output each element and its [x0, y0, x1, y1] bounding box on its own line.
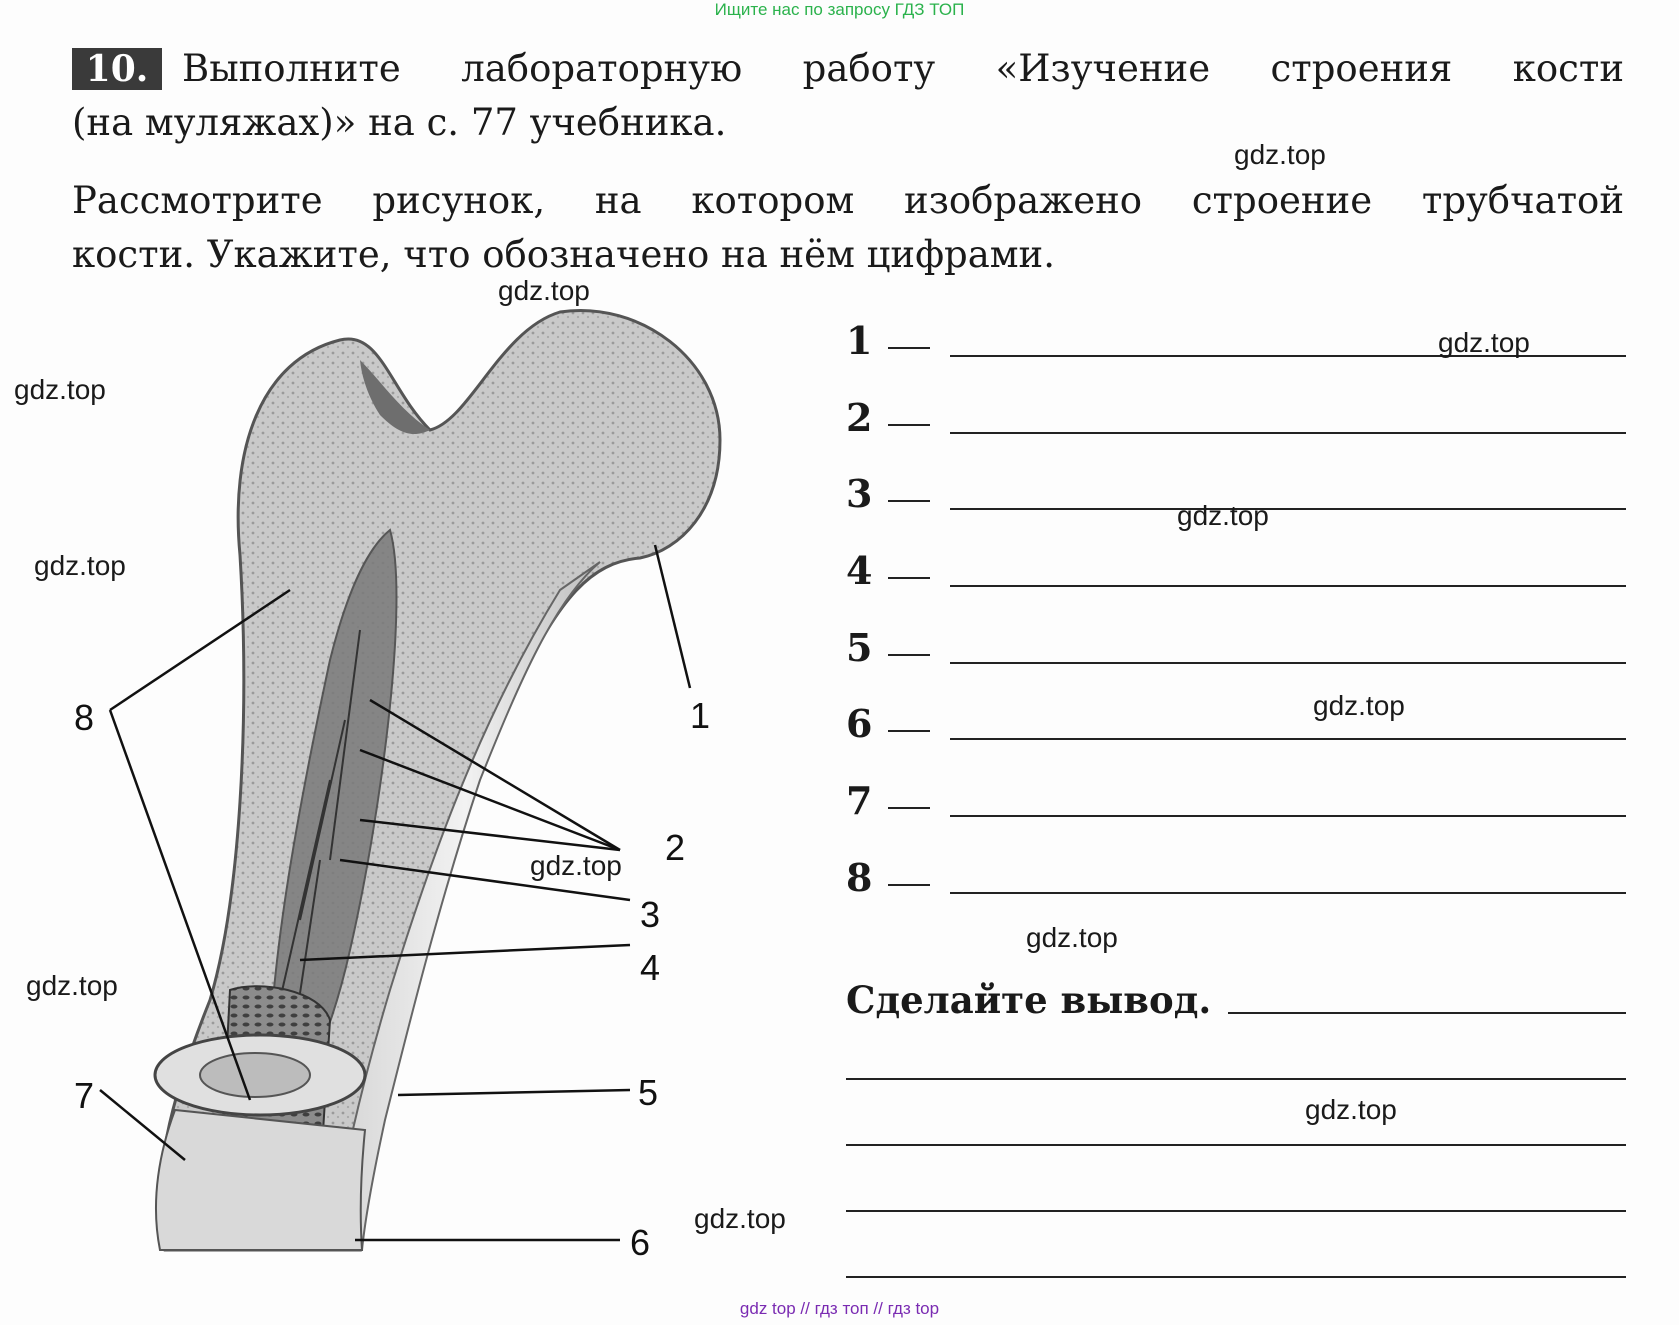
watermark: gdz.top: [1177, 500, 1269, 531]
task-text-line-2: (на муляжах)» на с. 77 учебника.: [72, 101, 727, 144]
figure-label-7: 7: [74, 1075, 95, 1116]
task-text-line-4: кости. Укажите, что обозначено на нём цифрами.: [72, 233, 1055, 276]
conclusion-label: Сделайте вывод.: [846, 978, 1212, 1022]
figure-label-2: 2: [665, 827, 686, 868]
watermark: gdz.top: [1313, 690, 1405, 721]
bottom-links[interactable]: gdz top // гдз топ // гдз top: [739, 1299, 940, 1318]
answer-row-4: 4: [846, 545, 1626, 595]
watermark: gdz.top: [26, 970, 118, 1001]
answer-row-7: 7: [846, 775, 1626, 825]
watermark: gdz.top: [694, 1203, 786, 1234]
answer-input-line-3[interactable]: [950, 508, 1626, 510]
watermark: gdz.top: [14, 374, 106, 405]
watermark: gdz.top: [1234, 139, 1326, 170]
answer-input-line-4[interactable]: [950, 585, 1626, 587]
task-number-badge: 10.: [72, 48, 162, 90]
task-text-line-1: Выполните лабораторную работу «Изучение строения кости: [182, 47, 1624, 90]
tubular-bone-figure: [0, 300, 830, 1280]
figure-label-4: 4: [640, 947, 661, 988]
figure-label-5: 5: [638, 1072, 659, 1113]
answer-input-line-7[interactable]: [950, 815, 1626, 817]
top-search-link[interactable]: Ищите нас по запросу ГДЗ ТОП: [714, 0, 965, 19]
watermark: gdz.top: [1438, 327, 1530, 358]
figure-label-1: 1: [690, 695, 711, 736]
conclusion-line-3[interactable]: [846, 1144, 1626, 1146]
figure-label-6: 6: [630, 1222, 651, 1263]
answer-row-1: 1: [846, 315, 1626, 365]
figure-label-8: 8: [74, 697, 95, 738]
watermark: gdz.top: [530, 850, 622, 881]
watermark: gdz.top: [1305, 1094, 1397, 1125]
answer-row-3: 3: [846, 468, 1626, 518]
answer-input-line-8[interactable]: [950, 892, 1626, 894]
answer-input-line-2[interactable]: [950, 432, 1626, 434]
conclusion-line-5[interactable]: [846, 1276, 1626, 1278]
answer-input-line-5[interactable]: [950, 662, 1626, 664]
conclusion-line-1[interactable]: [1228, 1012, 1626, 1014]
watermark: gdz.top: [498, 275, 590, 306]
periosteum: [156, 1110, 365, 1250]
answer-input-line-6[interactable]: [950, 738, 1626, 740]
conclusion-line-2[interactable]: [846, 1078, 1626, 1080]
answer-row-6: 6: [846, 698, 1626, 748]
answer-row-8: 8: [846, 852, 1626, 902]
answer-row-5: 5: [846, 622, 1626, 672]
conclusion-line-4[interactable]: [846, 1210, 1626, 1212]
task-text-line-3: Рассмотрите рисунок, на котором изображено строение трубчатой: [72, 179, 1624, 222]
figure-label-3: 3: [640, 894, 661, 935]
watermark: gdz.top: [34, 550, 126, 581]
watermark: gdz.top: [1026, 922, 1118, 953]
answer-row-2: 2: [846, 392, 1626, 442]
